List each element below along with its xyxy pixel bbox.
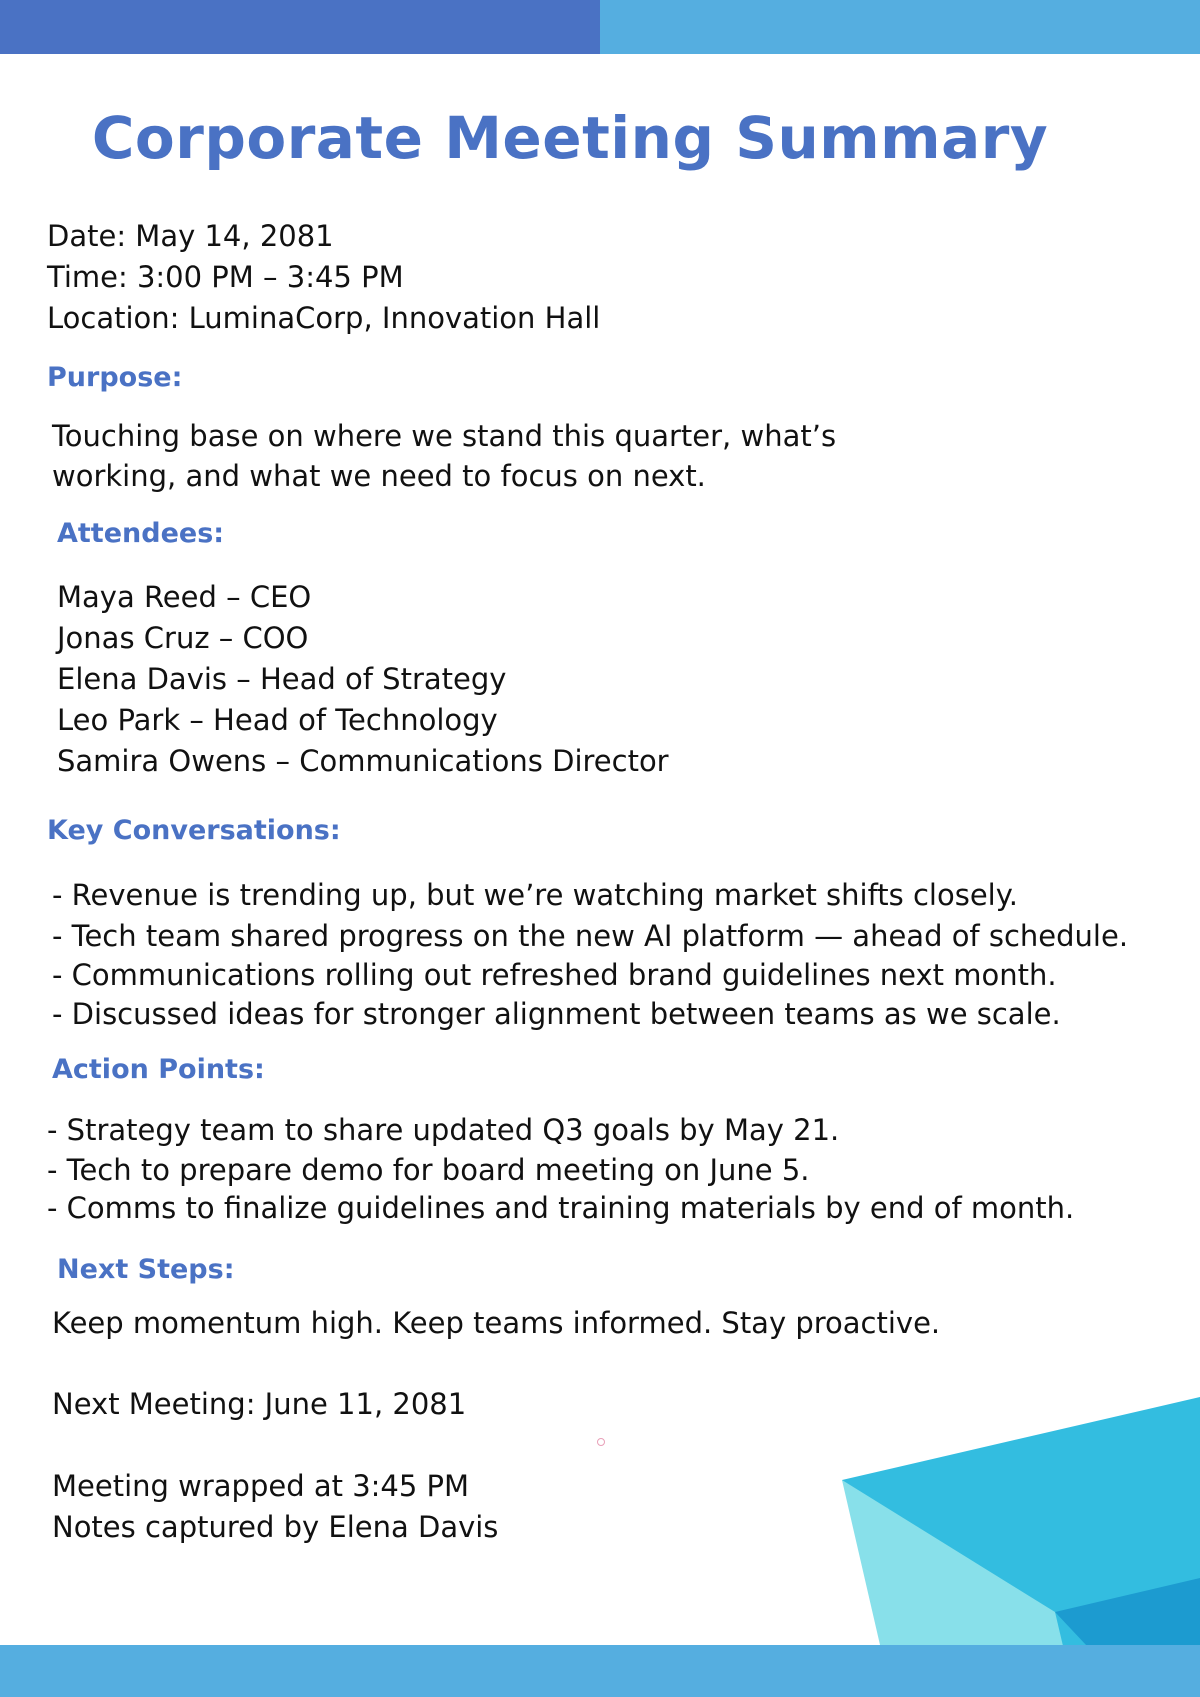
page-title: Corporate Meeting Summary [91, 104, 1049, 172]
header-band-right [600, 0, 1200, 54]
action-item: - Strategy team to share updated Q3 goals by May 21. [47, 1113, 840, 1147]
conversation-item: - Tech team shared progress on the new AI platform — ahead of schedule. [52, 919, 1129, 953]
meeting-time: Time: 3:00 PM – 3:45 PM [47, 260, 404, 294]
conversation-item: - Revenue is trending up, but we’re watching market shifts closely. [52, 878, 1018, 912]
meeting-wrapped: Meeting wrapped at 3:45 PM [52, 1469, 470, 1503]
action-item: - Comms to finalize guidelines and training materials by end of month. [47, 1191, 1075, 1225]
next-steps-heading: Next Steps: [57, 1254, 235, 1285]
attendees-heading: Attendees: [57, 518, 225, 549]
meeting-date: Date: May 14, 2081 [47, 219, 334, 253]
attendee-item: Samira Owens – Communications Director [57, 744, 669, 778]
action-points-heading: Action Points: [52, 1054, 265, 1085]
conversation-item: - Discussed ideas for stronger alignment between teams as we scale. [52, 997, 1061, 1031]
key-conversations-heading: Key Conversations: [47, 815, 341, 846]
attendee-item: Jonas Cruz – COO [57, 621, 309, 655]
notes-captured-by: Notes captured by Elena Davis [52, 1510, 499, 1544]
header-band-left [0, 0, 600, 54]
attendee-item: Elena Davis – Head of Strategy [57, 662, 507, 696]
purpose-line: Touching base on where we stand this quarter, what’s [52, 419, 837, 453]
next-meeting: Next Meeting: June 11, 2081 [52, 1387, 467, 1421]
attendee-item: Maya Reed – CEO [57, 580, 312, 614]
next-steps-text: Keep momentum high. Keep teams informed. Stay proactive. [52, 1306, 941, 1340]
footer-band [0, 1645, 1200, 1697]
attendee-item: Leo Park – Head of Technology [57, 703, 498, 737]
meeting-location: Location: LuminaCorp, Innovation Hall [47, 301, 601, 335]
marker-dot [597, 1438, 605, 1446]
action-item: - Tech to prepare demo for board meeting on June 5. [47, 1153, 810, 1187]
conversation-item: - Communications rolling out refreshed brand guidelines next month. [52, 958, 1057, 992]
purpose-line: working, and what we need to focus on next. [52, 459, 706, 493]
purpose-heading: Purpose: [47, 362, 183, 393]
